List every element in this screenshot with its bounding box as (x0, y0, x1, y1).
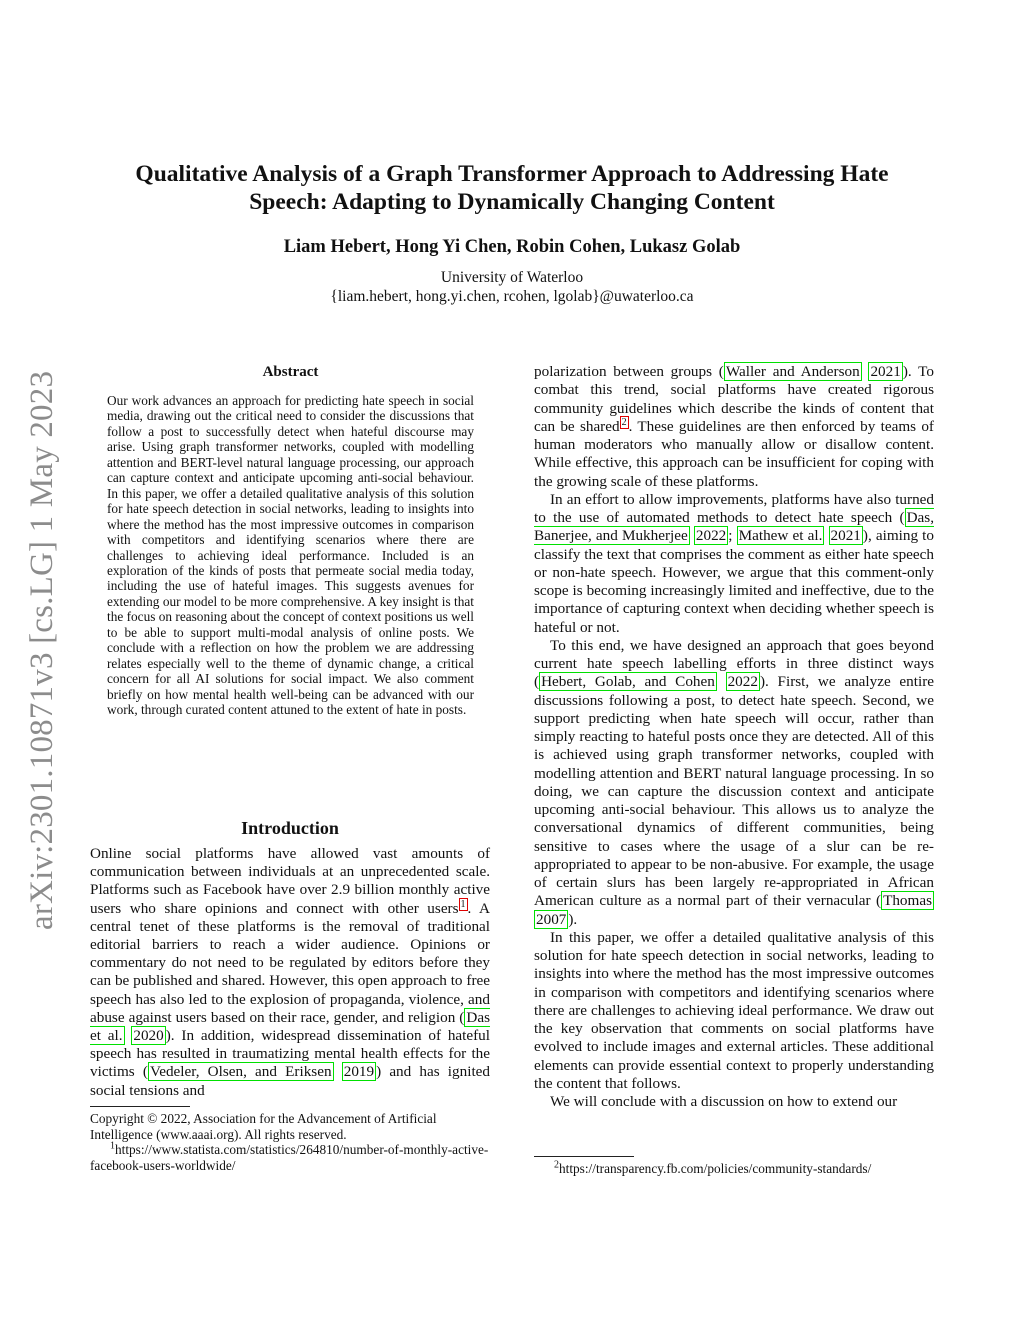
right-paragraph-1: polarization between groups ( Waller and Anderson 2021 ). To combat this trend, social platforms have created rigorous community guidelines which describe the kinds of content that can be shared $^2$ . These guidelines are then enforced by teams of human moderators who manually allow or disallow content. While effective, this approach can be insufficient for coping with the growing scale of these platforms. (534, 363, 934, 490)
footnote-1 (90, 1142, 490, 1173)
arxiv-sidebar-stamp: arXiv:2301.10871v3 [cs.LG] 1 May 2023 (24, 370, 60, 930)
right-paragraph-5: We will conclude with a discussion on how to extend our (550, 1093, 898, 1110)
intro-text-4: ) and has ignited social tensions and (90, 1063, 490, 1099)
footnote-2-number: 2 (554, 1159, 559, 1171)
paper-title: Qualitative Analysis of a Graph Transformer Approach to Addressing Hate Speech: Adapting to Dynamically Changing Content (135, 161, 889, 215)
footnote-divider-left (90, 1106, 190, 1107)
footnotes-left (90, 1111, 490, 1173)
introduction-paragraph (90, 845, 490, 1100)
introduction-heading: Introduction (241, 818, 339, 838)
footnote-2 (534, 1161, 934, 1177)
abstract-text: Our work advances an approach for predicting hate speech in social media, drawing out the critical need to consider the discussions that follow a post to successfully detect when hateful discourse may arise. Using graph transformer networks, coupled with modelling attention and BERT-level natural language processing, our approach can capture context and anticipate upcoming anti-social behaviour. In this paper, we offer a detailed qualitative analysis of this solution for hate speech detection in social networks, leading to insights into where the method has the most impressive outcomes in comparison with competitors and identifying scenarios where there are challenges to achieving ideal performance. Included is an exploration of the kinds of posts that permeate social media today, including the use of hateful images. This suggests avenues for extending our model to be more comprehensive. A key insight is that the focus on reasoning about the concept of context positions us well to be able to support multi-modal analysis of online posts. We conclude with a reflection on how the problem we are addressing relates especially well to the theme of dynamic change, a critical concern for all AI solutions for social impact. We also comment briefly on how mental health well-being can be advanced with our work, through curated content attuned to the extent of hate in posts. (107, 393, 474, 718)
citation-waller-2021[interactable]: Waller and Anderson (725, 363, 860, 380)
footnote-divider-right (534, 1156, 634, 1157)
paper-emails: {liam.hebert, hong.yi.chen, rcohen, lgolab}@uwaterloo.ca (330, 288, 694, 305)
citation-das-banerjee-2022[interactable]: Das, Banerjee, and Mukherjee (534, 509, 934, 545)
abstract-heading: Abstract (262, 364, 319, 380)
intro-text-2: . A central tenet of these platforms is the removal of traditional editorial barriers to reach a wider audience. Opinions or commentary do not need to be regulated by editors before they can be published and shared. However, this open approach to free speech has also led to the explosion of propaganda, violence, and abuse against users based on their race, gender, and religion ( (90, 899, 490, 1026)
paper-authors: Liam Hebert, Hong Yi Chen, Robin Cohen, Lukasz Golab (283, 237, 741, 257)
copyright-notice: Copyright © 2022, Association for the Advancement of Artificial Intelligence (www.aaai.org). All rights reserved. (90, 1111, 437, 1142)
citation-vedeler-2019[interactable]: Vedeler, Olsen, and Eriksen (149, 1063, 332, 1081)
right-paragraph-3: To this end, we have designed an approach that goes beyond current hate speech labelling efforts in three distinct ways ( Hebert, Golab, and Cohen 2022 ). First, we analyze entire discussions following a post, to detect hate speech. Second, we support predicting when hate speech will occur, rather than simply reacting to hateful posts once they are detected. All of this is achieved using graph transformer networks, coupled with modelling attention and BERT natural language processing. In so doing, we can capture the discussion context and anticipate upcoming anti-social behaviour. This allows us to analyze the conversational dynamics of different communities, being sensitive to cases where the usage of a slur can be re-appropriated to appear to be non-abusive. For example, the usage of certain slurs has been largely re-appropriated in African American culture as a normal part of their vernacular ( Thomas 2007 ). (534, 636, 934, 928)
intro-text-3: ). In addition, widespread dissemination of hateful speech has resulted in traumatizing mental health effects for the victims ( (90, 1027, 490, 1081)
footnote-1-number: 1 (110, 1140, 115, 1152)
citation-das-banerjee-2022-year[interactable]: 2022 (695, 527, 727, 545)
intro-text-1: Online social platforms have allowed vast amounts of communication between individuals at an unprecedented scale. Platforms such as Facebook have over 2.9 billion monthly active users who share opinions and connect with other users (90, 845, 490, 917)
right-column (534, 363, 934, 1111)
citation-vedeler-2019-year[interactable]: 2019 (343, 1063, 375, 1081)
citation-hebert-2022[interactable]: Hebert, Golab, and Cohen (541, 673, 715, 691)
citation-das-2020-year[interactable]: 2020 (133, 1027, 164, 1045)
right-paragraph-4: In this paper, we offer a detailed qualitative analysis of this solution for hate speech detection in social networks, leading to insights into where the method has the most impressive outcomes in comparison with competitors and identifying scenarios where there are challenges to achieving ideal performance. We draw out the key observation that comments on social platforms have evolved to include images and external articles. These additional elements can provide essential context to properly understanding the content that follows. (534, 928, 934, 1092)
footnote-2-text: https://transparency.fb.com/policies/community-standards/ (559, 1161, 872, 1176)
footnote-1-text: https://www.statista.com/statistics/264810/number-of-monthly-active-facebook-users-worldwide/ (90, 1142, 489, 1173)
footnote-1-link[interactable]: 1 (460, 898, 466, 910)
right-paragraph-2: In an effort to allow improvements, platforms have also turned to the use of automated methods to detect hate speech ( Das, Banerjee, and Mukherjee 2022 ; Mathew et al. 2021 ), aiming to classify the text that comprises the comment as either hate speech or non-hate speech. However, we argue that this comment-only scope is becoming increasingly limited and ineffective, due to the importance of capturing context when deciding whether speech is hateful or not. (534, 490, 934, 636)
citation-waller-2021-year[interactable]: 2021 (870, 363, 901, 380)
citation-mathew-2021-year[interactable]: 2021 (830, 527, 861, 545)
citation-hebert-2022-year[interactable]: 2022 (727, 673, 758, 691)
citation-das-2020[interactable]: Das et al. (90, 1008, 490, 1045)
paper-affiliation: University of Waterloo (440, 269, 584, 286)
footnote-2-link[interactable]: 2 (621, 416, 627, 428)
citation-mathew-2021[interactable]: Mathew et al. (738, 527, 823, 545)
citation-thomas-2007-year[interactable]: 2007 (536, 910, 567, 928)
citation-thomas-2007[interactable]: Thomas (883, 892, 932, 910)
